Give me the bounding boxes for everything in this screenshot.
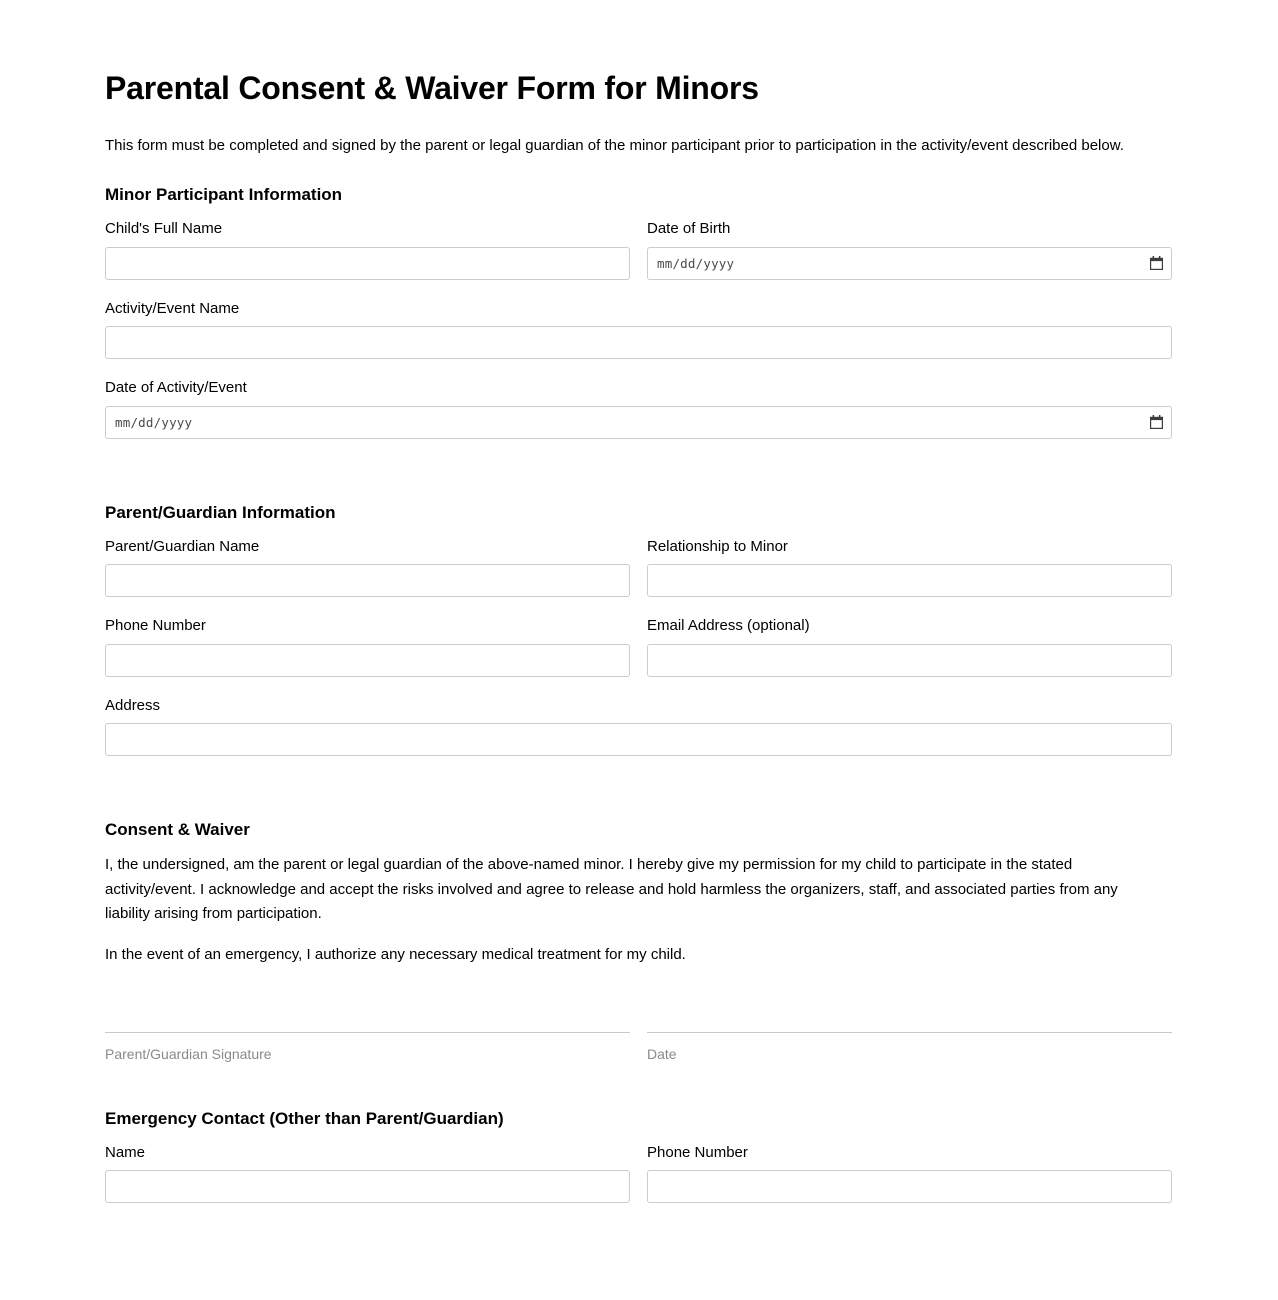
consent-paragraph-2: In the event of an emergency, I authorize any necessary medical treatment for my child. <box>105 946 686 964</box>
child-full-name-input[interactable] <box>105 247 630 280</box>
relationship-to-minor-input[interactable] <box>647 564 1172 597</box>
field-date-of-birth <box>647 218 1172 280</box>
section-heading-parent-guardian: Parent/Guardian Information <box>105 502 336 522</box>
form-intro-text: This form must be completed and signed by the parent or legal guardian of the minor participant prior to participation in the activity/event described below. <box>105 136 1124 154</box>
label-date-of-birth: Date of Birth <box>647 220 731 238</box>
field-emergency-contact-name <box>105 1142 630 1204</box>
address-input[interactable] <box>105 723 1172 756</box>
page-title: Parental Consent & Waiver Form for Minors <box>105 70 759 106</box>
section-heading-emergency-contact: Emergency Contact (Other than Parent/Guardian) <box>105 1108 504 1128</box>
consent-paragraph-1: I, the undersigned, am the parent or legal guardian of the above-named minor. I hereby give my permission for my child to participate in the stated activity/event. I acknowledge and accept the risks involved and agree to release and hold harmless the organizers, staff, and associated parties from any liability arising from participation. <box>105 856 1118 922</box>
label-emergency-contact-name: Name <box>105 1143 146 1161</box>
signature-block <box>105 1032 1172 1063</box>
field-activity-event-name <box>105 298 1172 360</box>
label-address: Address <box>105 696 161 714</box>
emergency-contact-section <box>105 1108 1172 1222</box>
field-parent-phone-number <box>105 615 630 677</box>
field-child-full-name <box>105 218 630 280</box>
label-date-of-activity: Date of Activity/Event <box>105 379 247 397</box>
field-parent-guardian-name <box>105 536 630 598</box>
section-heading-minor-participant: Minor Participant Information <box>105 185 343 205</box>
signature-caption-date: Date <box>647 1045 677 1062</box>
emergency-contact-name-input[interactable] <box>105 1170 630 1203</box>
parent-email-address-input[interactable] <box>647 644 1172 677</box>
field-emergency-contact-phone <box>647 1142 1172 1204</box>
label-parent-guardian-name: Parent/Guardian Name <box>105 537 260 555</box>
label-emergency-contact-phone: Phone Number <box>647 1143 748 1161</box>
parent-fields-grid <box>105 536 1172 775</box>
label-parent-email-address: Email Address (optional) <box>647 617 810 635</box>
parent-signature-field[interactable] <box>105 1032 630 1063</box>
label-parent-phone-number: Phone Number <box>105 617 206 635</box>
signature-date-line <box>647 1032 1172 1033</box>
field-date-of-activity <box>105 377 1172 439</box>
parent-guardian-section <box>105 502 1172 775</box>
date-of-birth-input[interactable] <box>647 247 1172 280</box>
emergency-contact-phone-input[interactable] <box>647 1170 1172 1203</box>
date-of-activity-input[interactable] <box>105 406 1172 439</box>
parent-phone-number-input[interactable] <box>105 644 630 677</box>
label-activity-event-name: Activity/Event Name <box>105 299 240 317</box>
signature-caption-parent: Parent/Guardian Signature <box>105 1045 272 1062</box>
section-heading-consent-waiver: Consent & Waiver <box>105 820 250 840</box>
activity-event-name-input[interactable] <box>105 326 1172 359</box>
label-child-full-name: Child's Full Name <box>105 220 223 238</box>
field-address <box>105 695 1172 757</box>
field-relationship-to-minor <box>647 536 1172 598</box>
signature-line <box>105 1032 630 1033</box>
date-of-activity-placeholder: mm/dd/yyyy <box>115 414 193 430</box>
consent-waiver-section <box>105 819 1172 1062</box>
minor-participant-section <box>105 184 1172 457</box>
label-relationship-to-minor: Relationship to Minor <box>647 537 788 555</box>
calendar-icon[interactable] <box>1150 415 1163 429</box>
signature-date-field[interactable] <box>647 1032 1172 1063</box>
field-parent-email-address <box>647 615 1172 677</box>
date-of-birth-placeholder: mm/dd/yyyy <box>657 255 735 271</box>
minor-fields-grid <box>105 218 1172 457</box>
emergency-fields-grid <box>105 1142 1172 1222</box>
calendar-icon[interactable] <box>1150 256 1163 270</box>
parent-guardian-name-input[interactable] <box>105 564 630 597</box>
